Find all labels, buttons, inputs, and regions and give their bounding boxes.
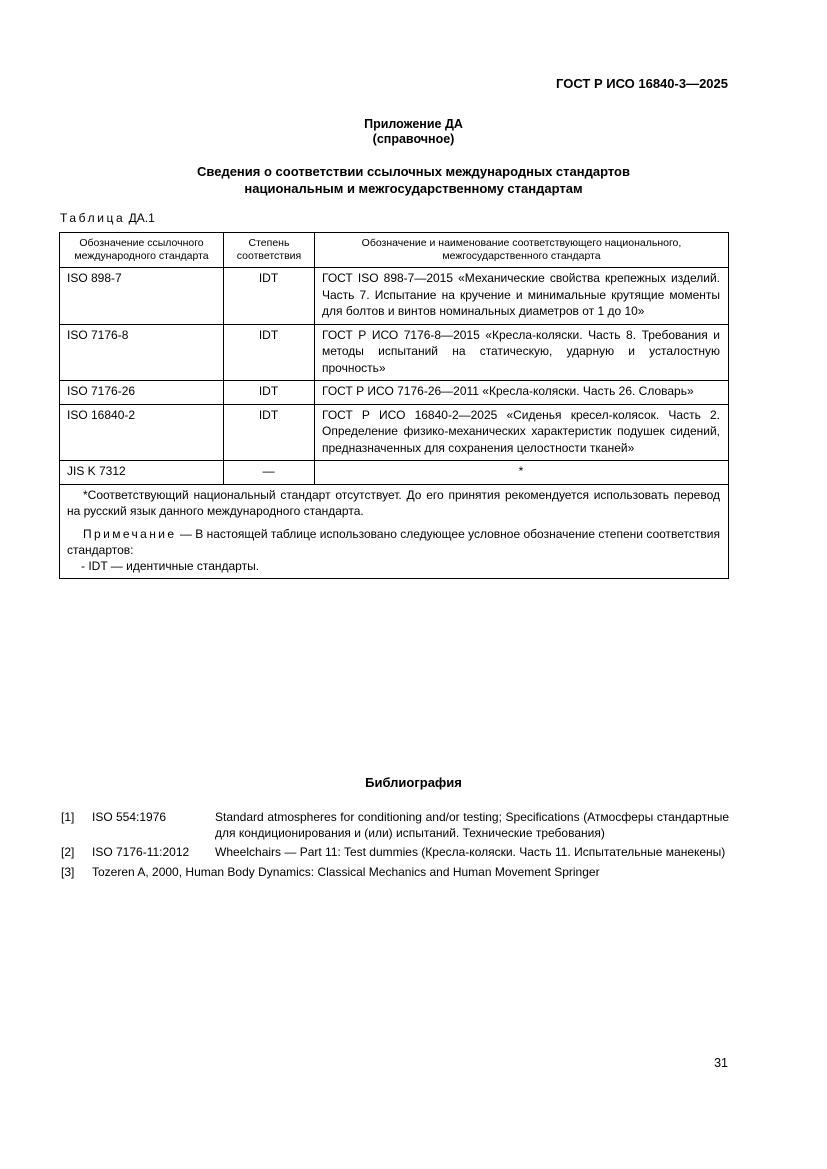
cell-degree: IDT: [224, 404, 315, 461]
table-row: [60, 268, 729, 325]
annex-heading: [0, 117, 827, 147]
footnote-text: *Соответствующий национальный стандарт отсутствует. До его принятия рекомендуется использовать перевод на русский язык данного международного стандарта.: [67, 487, 720, 518]
bibliography-title: Библиография: [365, 775, 462, 790]
document-id-header: ГОСТ Р ИСО 16840-3—2025: [556, 76, 728, 91]
table-notes: [60, 484, 729, 578]
bib-text: Tozeren A, 2000, Human Body Dynamics: Classical Mechanics and Human Movement Springer: [92, 864, 600, 879]
section-heading: [0, 163, 827, 197]
cell-code: JIS K 7312: [60, 461, 224, 485]
annex-title: Приложение ДА: [364, 117, 463, 131]
list-item: [61, 865, 729, 881]
section-title-line1: Сведения о соответствии ссылочных международных стандартов: [197, 164, 630, 179]
note-word: Примечание: [83, 526, 177, 541]
header-reference-standard: Обозначение ссылочного международного стандарта: [60, 233, 224, 268]
bib-text: Standard atmospheres for conditioning and/or testing; Specifications (Атмосферы стандартные для кондиционирования и (или) испытаний. Технические требования): [215, 810, 729, 840]
cell-degree: IDT: [224, 324, 315, 381]
list-item: [61, 810, 729, 841]
bib-code: ISO 554:1976: [92, 810, 167, 824]
bibliography-list: [61, 810, 729, 884]
cell-code: ISO 7176-8: [60, 324, 224, 381]
bib-code: ISO 7176-11:2012: [92, 845, 190, 859]
list-item: [61, 845, 729, 861]
cell-name: ГОСТ Р ИСО 7176-8—2015 «Кресла-коляски. Часть 8. Требования и методы испытаний на статическую, ударную и усталостную прочность»: [315, 324, 729, 381]
cell-code: ISO 7176-26: [60, 381, 224, 405]
cell-name: ГОСТ Р ИСО 16840-2—2025 «Сиденья кресел-колясок. Часть 2. Определение физико-механических характеристик подушек сидений, предназначенных для сохранения целостности тканей»: [315, 404, 729, 461]
cell-degree: IDT: [224, 268, 315, 325]
bib-number: [2]: [61, 845, 75, 859]
note-paragraph: [67, 526, 720, 558]
correspondence-table: [59, 232, 729, 579]
table-footer-row: [60, 484, 729, 578]
bib-text: Wheelchairs — Part 11: Test dummies (Кресла-коляски. Часть 11. Испытательные манекены): [215, 845, 726, 859]
cell-name: *: [315, 461, 729, 485]
note-item: - IDT — идентичные стандарты.: [81, 558, 260, 573]
cell-code: ISO 16840-2: [60, 404, 224, 461]
cell-degree: —: [224, 461, 315, 485]
cell-code: ISO 898-7: [60, 268, 224, 325]
bib-number: [1]: [61, 810, 75, 824]
table-label-word: Таблица: [60, 211, 126, 225]
page-number: 31: [714, 1056, 728, 1070]
section-title-line2: национальным и межгосударственному стандартам: [244, 181, 583, 196]
table-label: [60, 211, 155, 225]
header-degree: Степень соответствия: [224, 233, 315, 268]
annex-subtitle: (справочное): [372, 132, 455, 146]
cell-name: ГОСТ ISO 898-7—2015 «Механические свойства крепежных изделий. Часть 7. Испытание на кручение и минимальные крутящие моменты для болтов и винтов номинальных диаметров от 1 до 10»: [315, 268, 729, 325]
table-row: [60, 404, 729, 461]
table-row: [60, 461, 729, 485]
header-national-standard: Обозначение и наименование соответствующего национального, межгосударственного стандарта: [315, 233, 729, 268]
table-header-row: [60, 233, 729, 268]
bib-number: [3]: [61, 864, 75, 879]
table-row: [60, 324, 729, 381]
cell-name: ГОСТ Р ИСО 7176-26—2011 «Кресла-коляски. Часть 26. Словарь»: [315, 381, 729, 405]
note-text: — В настоящей таблице использовано следующее условное обозначение степени соответствия стандартов:: [67, 526, 720, 557]
table-label-number: ДА.1: [125, 211, 155, 225]
cell-degree: IDT: [224, 381, 315, 405]
table-row: [60, 381, 729, 405]
